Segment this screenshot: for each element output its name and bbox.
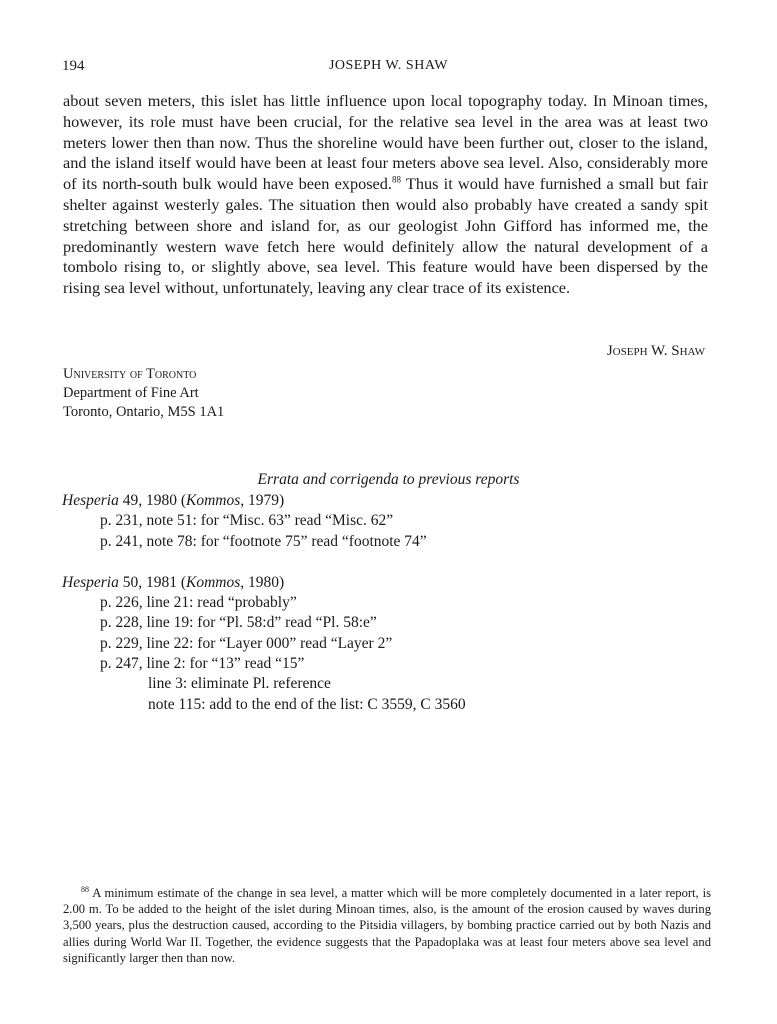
citation-year: , 1979) [240, 492, 285, 509]
errata-item: p. 228, line 19: for “Pl. 58:d” read “Pl. 58:e” [100, 614, 377, 632]
errata-citation-2 [62, 573, 466, 593]
errata-item: p. 226, line 21: read “probably” [100, 594, 297, 612]
footnote-marker: 88 [81, 884, 89, 894]
affiliation-university: University of Toronto [63, 366, 197, 382]
citation-volume: 50, 1981 ( [118, 573, 186, 591]
journal-name: Hesperia [62, 492, 119, 509]
errata-subitem: line 3: eliminate Pl. reference [148, 675, 331, 693]
body-paragraph [63, 91, 708, 299]
footnote-reference-88[interactable]: 88 [392, 174, 401, 185]
running-head: JOSEPH W. SHAW [328, 58, 449, 73]
footnote-text: A minimum estimate of the change in sea level, a matter which will be more completely documented in a later report, is 2.00 m. To be added to the height of the islet during Minoan times, also, is the amount of the erosion caused by waves during 3,500 years, plus the destruction caused, according to the Pitsidia villagers, by bombing practice carried out by both Nazis and allies during World War II. Together, the evidence suggests that the Papadoplaka was at least four meters above sea level and significantly larger then than now. [63, 886, 711, 965]
errata-citation-1 [62, 491, 466, 511]
affiliation-address: Toronto, Ontario, M5S 1A1 [63, 404, 225, 420]
errata-list [62, 491, 466, 715]
errata-item: p. 229, line 22: for “Layer 000” read “Layer 2” [100, 634, 393, 652]
affiliation-department: Department of Fine Art [63, 385, 199, 401]
errata-item: p. 241, note 78: for “footnote 75” read “footnote 74” [100, 532, 427, 550]
errata-subitem: note 115: add to the end of the list: C 3559, C 3560 [148, 695, 466, 713]
author-signature: Joseph W. Shaw [606, 343, 705, 359]
site-name: Kommos [186, 573, 241, 591]
errata-heading: Errata and corrigenda to previous reports [257, 471, 520, 488]
citation-volume: 49, 1980 ( [118, 492, 186, 509]
page-number: 194 [62, 58, 85, 74]
citation-year: , 1980) [240, 573, 285, 591]
errata-item: p. 247, line 2: for “13” read “15” [100, 655, 305, 673]
site-name: Kommos [186, 492, 241, 509]
footnote-88 [63, 885, 711, 966]
body-text-part-2: Thus it would have furnished a small but fair shelter against westerly gales. The situation then would also probably have created a sandy spit stretching between shore and island for, as our geologist John Gifford has informed me, the predominantly western wave fetch here would definitely allow the natural development of a tombolo rising to, or slightly above, sea level. This feature would have been dispersed by the rising sea level without, unfortunately, leaving any clear trace of its existence. [63, 174, 708, 298]
body-text-part-1: about seven meters, this islet has little influence upon local topography today. In Minoan times, however, its role must have been crucial, for the relative sea level in the area was at least two meters lower then than now. Thus the shoreline would have been further out, closer to the island, and the island itself would have been at least four meters above sea level. Also, considerably more of its north-south bulk would have been exposed. [63, 91, 708, 194]
errata-item: p. 231, note 51: for “Misc. 63” read “Misc. 62” [100, 512, 394, 530]
author-affiliation [63, 365, 224, 422]
journal-name: Hesperia [62, 573, 119, 591]
